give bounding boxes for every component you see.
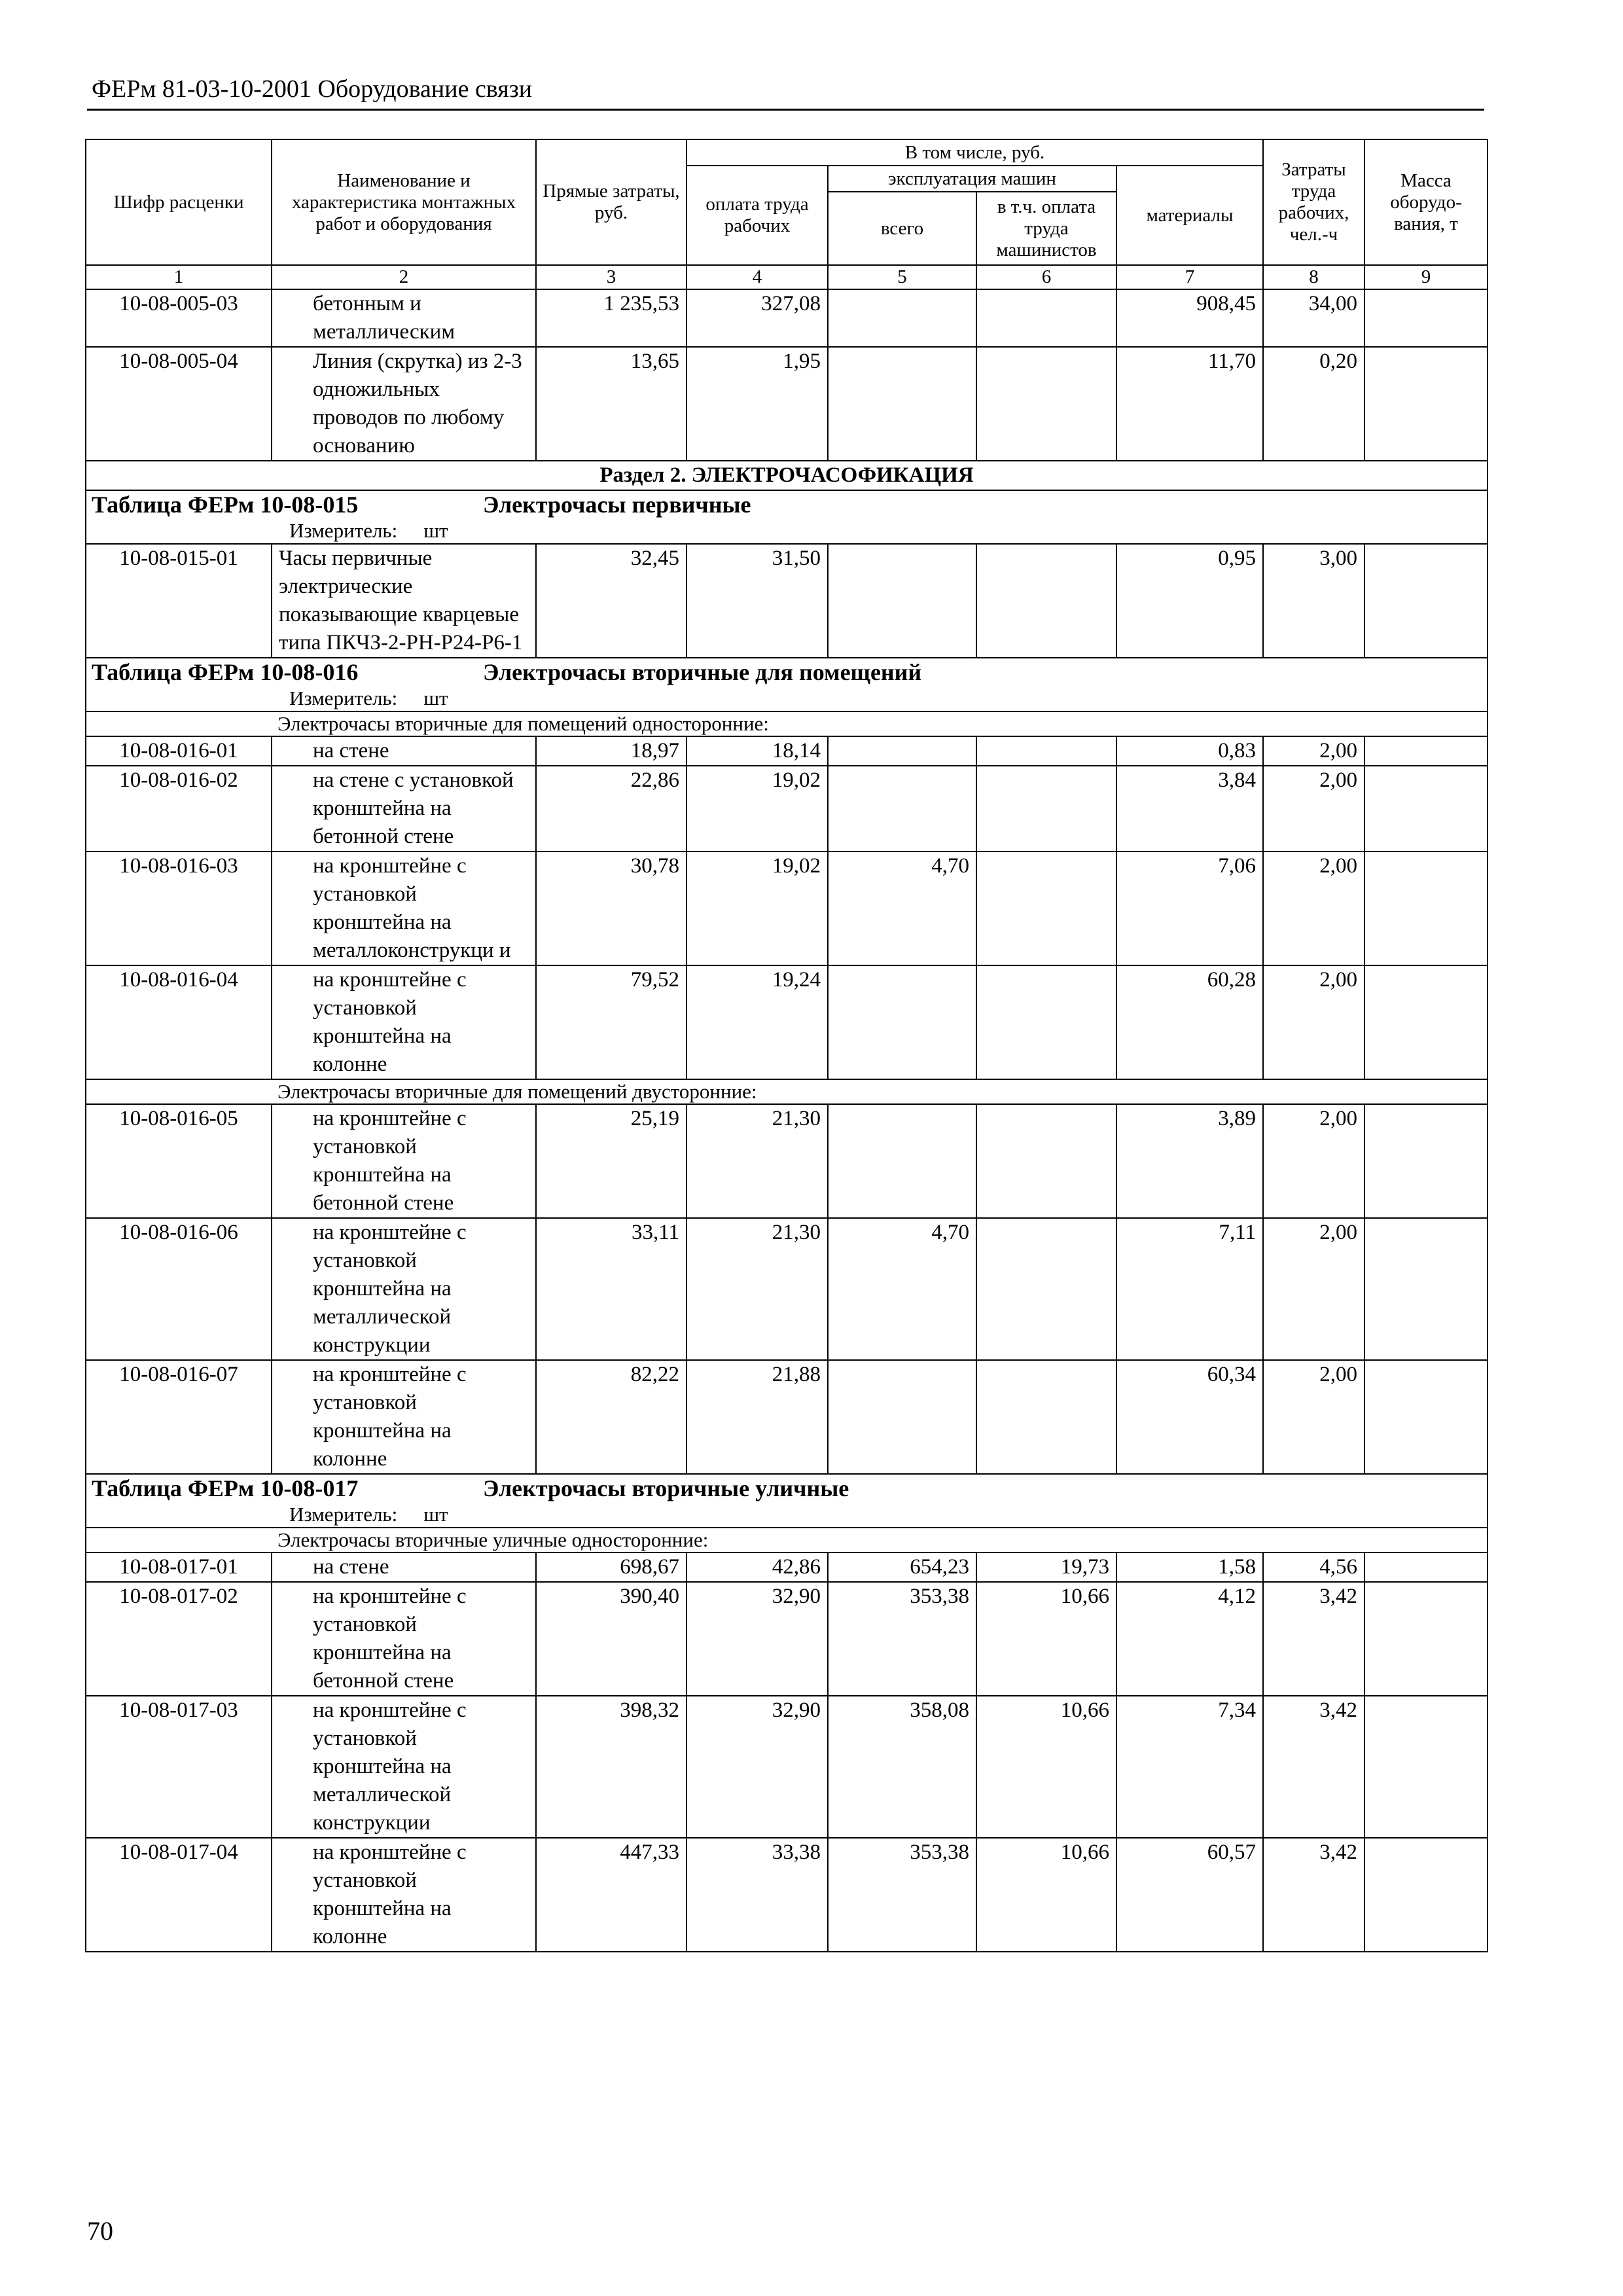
labor-hours: 3,42: [1263, 1582, 1364, 1696]
machinist-pay: 10,66: [976, 1838, 1116, 1952]
direct-cost: 25,19: [536, 1104, 687, 1218]
col-number: 5: [828, 265, 976, 289]
materials-cost: 7,06: [1116, 852, 1263, 965]
labor-hours: 2,00: [1263, 965, 1364, 1079]
col-header-machinist-pay: в т.ч. оплата труда машинистов: [976, 192, 1116, 265]
col-header-including: В том числе, руб.: [687, 139, 1263, 166]
table-row: [86, 1104, 1488, 1218]
col-header-machines: эксплуатация машин: [828, 166, 1116, 192]
equipment-mass: [1364, 852, 1488, 965]
labor-hours: 3,42: [1263, 1696, 1364, 1838]
table-heading: [92, 658, 1487, 686]
rate-name: Часы первичные электрические показывающие кварцевые типа ПКЧЗ-2-РН-Р24-Р6-1: [272, 544, 536, 658]
machinist-pay: [976, 965, 1116, 1079]
machinist-pay: [976, 852, 1116, 965]
table-row: [86, 1838, 1488, 1952]
col-header-mass: Масса оборудо-вания, т: [1364, 139, 1488, 265]
rate-name: Линия (скрутка) из 2-3 одножильных проводов по любому основанию: [272, 347, 536, 461]
labor-pay: 32,90: [687, 1582, 828, 1696]
labor-pay: 1,95: [687, 347, 828, 461]
machines-total: 353,38: [828, 1838, 976, 1952]
rate-code: 10-08-016-06: [86, 1218, 272, 1360]
table-title: Электрочасы первичные: [483, 492, 751, 518]
machines-total: [828, 289, 976, 347]
col-number: 3: [536, 265, 687, 289]
table-row: [86, 347, 1488, 461]
labor-hours: 2,00: [1263, 736, 1364, 766]
rates-table: [85, 139, 1488, 1952]
table-row: [86, 852, 1488, 965]
table15-rows: [86, 544, 1488, 658]
machines-total: 4,70: [828, 1218, 976, 1360]
direct-cost: 30,78: [536, 852, 687, 965]
labor-hours: 4,56: [1263, 1552, 1364, 1582]
page-header-title: ФЕРм 81-03-10-2001 Оборудование связи: [92, 75, 533, 103]
labor-pay: 32,90: [687, 1696, 828, 1838]
rate-name: на кронштейне с установкой кронштейна на колонне: [272, 965, 536, 1079]
measure-label: Измеритель:: [289, 519, 398, 542]
table-row: [86, 766, 1488, 852]
materials-cost: 60,34: [1116, 1360, 1263, 1474]
table-row: [86, 544, 1488, 658]
page-number: 70: [87, 2216, 113, 2246]
machinist-pay: [976, 736, 1116, 766]
labor-hours: 2,00: [1263, 766, 1364, 852]
table-row: [86, 965, 1488, 1079]
col-number: 6: [976, 265, 1116, 289]
measure-label: Измеритель:: [289, 687, 398, 709]
machinist-pay: 10,66: [976, 1696, 1116, 1838]
section-title: Раздел 2. ЭЛЕКТРОЧАСОФИКАЦИЯ: [86, 461, 1488, 490]
materials-cost: 7,34: [1116, 1696, 1263, 1838]
machines-total: 353,38: [828, 1582, 976, 1696]
machinist-pay: [976, 289, 1116, 347]
labor-pay: 21,88: [687, 1360, 828, 1474]
rate-name: бетонным и металлическим: [272, 289, 536, 347]
table-row: [86, 1582, 1488, 1696]
machinist-pay: [976, 1218, 1116, 1360]
table-title: Электрочасы вторичные уличные: [483, 1475, 849, 1501]
materials-cost: 3,84: [1116, 766, 1263, 852]
machinist-pay: 19,73: [976, 1552, 1116, 1582]
labor-pay: 33,38: [687, 1838, 828, 1952]
labor-pay: 19,24: [687, 965, 828, 1079]
col-header-code: Шифр расценки: [86, 139, 272, 265]
machinist-pay: [976, 1360, 1116, 1474]
rate-code: 10-08-016-01: [86, 736, 272, 766]
machines-total: [828, 1360, 976, 1474]
labor-pay: 19,02: [687, 852, 828, 965]
rate-code: 10-08-017-02: [86, 1582, 272, 1696]
rate-code: 10-08-016-05: [86, 1104, 272, 1218]
labor-pay: 327,08: [687, 289, 828, 347]
direct-cost: 698,67: [536, 1552, 687, 1582]
rate-name: на кронштейне с установкой кронштейна на бетонной стене: [272, 1582, 536, 1696]
machines-total: [828, 965, 976, 1079]
machines-total: 358,08: [828, 1696, 976, 1838]
measure-unit: шт: [423, 687, 448, 709]
equipment-mass: [1364, 1552, 1488, 1582]
materials-cost: 1,58: [1116, 1552, 1263, 1582]
rate-name: на кронштейне с установкой кронштейна на металлической конструкции: [272, 1696, 536, 1838]
rows-top: [86, 289, 1488, 461]
col-number: 1: [86, 265, 272, 289]
table16-rows-one-sided: [86, 736, 1488, 1079]
table16-rows-two-sided: [86, 1104, 1488, 1474]
equipment-mass: [1364, 1582, 1488, 1696]
table-row: [86, 289, 1488, 347]
table-heading: [92, 491, 1487, 518]
rate-name: на кронштейне с установкой кронштейна на колонне: [272, 1838, 536, 1952]
rate-code: 10-08-005-04: [86, 347, 272, 461]
machines-total: 654,23: [828, 1552, 976, 1582]
col-header-name: Наименование и характеристика монтажных работ и оборудования: [272, 139, 536, 265]
column-numbers-row: [86, 265, 1488, 289]
materials-cost: 0,83: [1116, 736, 1263, 766]
measure-unit: шт: [423, 519, 448, 542]
rate-code: 10-08-016-03: [86, 852, 272, 965]
measure-unit: шт: [423, 1503, 448, 1526]
labor-hours: 3,42: [1263, 1838, 1364, 1952]
machinist-pay: 10,66: [976, 1582, 1116, 1696]
direct-cost: 13,65: [536, 347, 687, 461]
rate-name: на кронштейне с установкой кронштейна на бетонной стене: [272, 1104, 536, 1218]
rate-code: 10-08-017-03: [86, 1696, 272, 1838]
header-rule: [87, 109, 1484, 111]
labor-hours: 2,00: [1263, 1104, 1364, 1218]
equipment-mass: [1364, 736, 1488, 766]
equipment-mass: [1364, 1838, 1488, 1952]
rate-code: 10-08-016-04: [86, 965, 272, 1079]
machines-total: [828, 347, 976, 461]
equipment-mass: [1364, 965, 1488, 1079]
table-row: [86, 736, 1488, 766]
group-heading: Электрочасы вторичные уличные односторонние:: [86, 1528, 1488, 1552]
equipment-mass: [1364, 1104, 1488, 1218]
machines-total: 4,70: [828, 852, 976, 965]
materials-cost: 0,95: [1116, 544, 1263, 658]
col-number: 4: [687, 265, 828, 289]
equipment-mass: [1364, 544, 1488, 658]
machines-total: [828, 766, 976, 852]
rate-code: 10-08-017-01: [86, 1552, 272, 1582]
rate-name: на кронштейне с установкой кронштейна на металлической конструкции: [272, 1218, 536, 1360]
machines-total: [828, 1104, 976, 1218]
rate-name: на кронштейне с установкой кронштейна на колонне: [272, 1360, 536, 1474]
labor-hours: 34,00: [1263, 289, 1364, 347]
rate-code: 10-08-016-02: [86, 766, 272, 852]
col-number: 9: [1364, 265, 1488, 289]
table-row: [86, 1552, 1488, 1582]
machinist-pay: [976, 544, 1116, 658]
measure-label: Измеритель:: [289, 1503, 398, 1526]
direct-cost: 82,22: [536, 1360, 687, 1474]
rate-name: на стене: [272, 736, 536, 766]
col-number: 2: [272, 265, 536, 289]
rate-name: на кронштейне с установкой кронштейна на металлоконструкци и: [272, 852, 536, 965]
table-row: [86, 1218, 1488, 1360]
direct-cost: 398,32: [536, 1696, 687, 1838]
rate-name: на стене: [272, 1552, 536, 1582]
col-header-materials: материалы: [1116, 166, 1263, 265]
col-number: 8: [1263, 265, 1364, 289]
labor-hours: 3,00: [1263, 544, 1364, 658]
direct-cost: 33,11: [536, 1218, 687, 1360]
table-number: Таблица ФЕРм 10-08-015: [92, 492, 359, 518]
measure-line: [92, 518, 1487, 543]
group-heading: Электрочасы вторичные для помещений двусторонние:: [86, 1079, 1488, 1104]
labor-pay: 31,50: [687, 544, 828, 658]
materials-cost: 60,28: [1116, 965, 1263, 1079]
machines-total: [828, 736, 976, 766]
materials-cost: 60,57: [1116, 1838, 1263, 1952]
rate-code: 10-08-017-04: [86, 1838, 272, 1952]
labor-pay: 21,30: [687, 1218, 828, 1360]
table-number: Таблица ФЕРм 10-08-017: [92, 1475, 359, 1501]
materials-cost: 3,89: [1116, 1104, 1263, 1218]
machinist-pay: [976, 766, 1116, 852]
materials-cost: 908,45: [1116, 289, 1263, 347]
table-title: Электрочасы вторичные для помещений: [483, 659, 922, 685]
table-heading: [92, 1475, 1487, 1502]
measure-line: [92, 1502, 1487, 1527]
direct-cost: 1 235,53: [536, 289, 687, 347]
direct-cost: 22,86: [536, 766, 687, 852]
rate-code: 10-08-016-07: [86, 1360, 272, 1474]
col-header-labor-cost: Затраты труда рабочих, чел.-ч: [1263, 139, 1364, 265]
labor-pay: 42,86: [687, 1552, 828, 1582]
labor-hours: 2,00: [1263, 1218, 1364, 1360]
machinist-pay: [976, 347, 1116, 461]
direct-cost: 447,33: [536, 1838, 687, 1952]
measure-line: [92, 686, 1487, 711]
equipment-mass: [1364, 347, 1488, 461]
col-header-machines-total: всего: [828, 192, 976, 265]
labor-hours: 2,00: [1263, 852, 1364, 965]
materials-cost: 11,70: [1116, 347, 1263, 461]
equipment-mass: [1364, 766, 1488, 852]
table-number: Таблица ФЕРм 10-08-016: [92, 659, 359, 685]
labor-pay: 19,02: [687, 766, 828, 852]
labor-hours: 0,20: [1263, 347, 1364, 461]
table17-rows: [86, 1552, 1488, 1952]
materials-cost: 7,11: [1116, 1218, 1263, 1360]
direct-cost: 18,97: [536, 736, 687, 766]
rate-name: на стене с установкой кронштейна на бетонной стене: [272, 766, 536, 852]
group-heading: Электрочасы вторичные для помещений односторонние:: [86, 711, 1488, 736]
direct-cost: 390,40: [536, 1582, 687, 1696]
col-header-direct: Прямые затраты, руб.: [536, 139, 687, 265]
table-row: [86, 1360, 1488, 1474]
machines-total: [828, 544, 976, 658]
rate-code: 10-08-015-01: [86, 544, 272, 658]
equipment-mass: [1364, 289, 1488, 347]
col-header-labor-pay: оплата труда рабочих: [687, 166, 828, 265]
labor-pay: 21,30: [687, 1104, 828, 1218]
rate-code: 10-08-005-03: [86, 289, 272, 347]
direct-cost: 79,52: [536, 965, 687, 1079]
col-number: 7: [1116, 265, 1263, 289]
materials-cost: 4,12: [1116, 1582, 1263, 1696]
equipment-mass: [1364, 1218, 1488, 1360]
equipment-mass: [1364, 1360, 1488, 1474]
equipment-mass: [1364, 1696, 1488, 1838]
direct-cost: 32,45: [536, 544, 687, 658]
table-row: [86, 1696, 1488, 1838]
labor-hours: 2,00: [1263, 1360, 1364, 1474]
labor-pay: 18,14: [687, 736, 828, 766]
machinist-pay: [976, 1104, 1116, 1218]
